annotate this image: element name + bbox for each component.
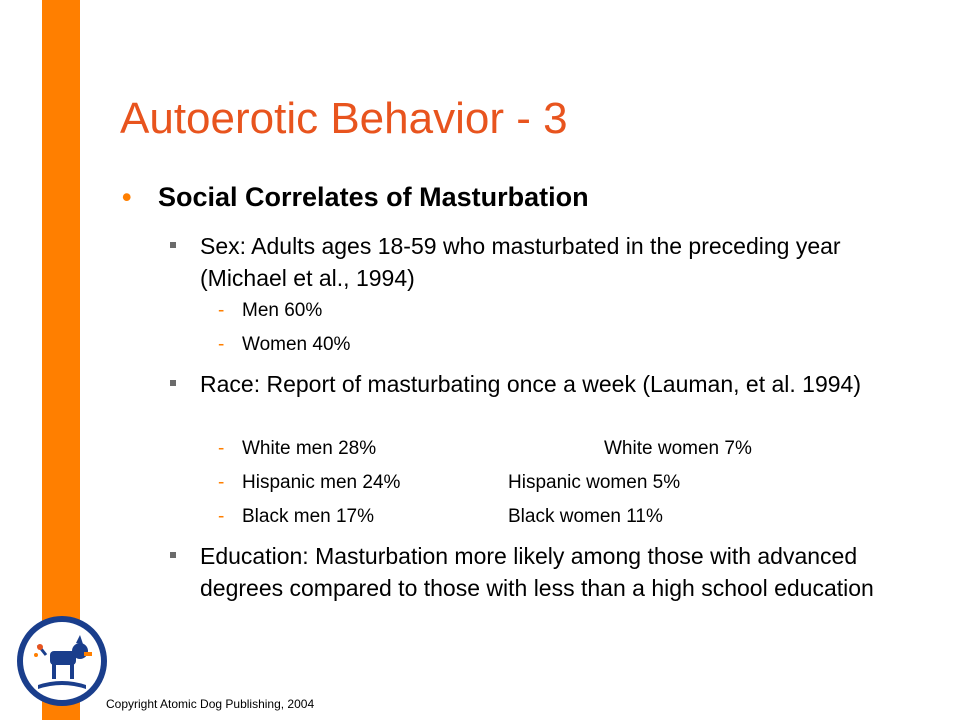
square-bullet-icon <box>170 242 176 248</box>
accent-stripe <box>42 0 80 720</box>
detail-line <box>218 334 350 356</box>
square-bullet-icon <box>170 380 176 386</box>
sub-bullet-sex <box>170 230 910 294</box>
sub-bullet-text: Education: Masturbation more likely among those with advanced degrees compared to those with less than a high school education <box>200 543 874 601</box>
square-bullet-icon <box>170 552 176 558</box>
detail-text-right: Black women 11% <box>508 506 663 527</box>
copyright-text: Copyright Atomic Dog Publishing, 2004 <box>106 697 315 711</box>
bullet-dot-icon: • <box>122 182 132 212</box>
dash-bullet-icon: - <box>218 506 225 527</box>
detail-text: Men 60% <box>242 300 323 321</box>
sub-bullet-text: Race: Report of masturbating once a week (Lauman, et al. 1994) <box>200 371 861 397</box>
detail-text-right: Hispanic women 5% <box>508 472 681 493</box>
detail-text-right: White women 7% <box>604 438 752 459</box>
main-bullet <box>122 182 589 213</box>
detail-line <box>218 300 322 322</box>
dash-bullet-icon: - <box>218 438 225 459</box>
dash-bullet-icon: - <box>218 472 225 493</box>
slide-title: Autoerotic Behavior - 3 <box>120 94 568 143</box>
sub-bullet-education <box>170 540 910 604</box>
detail-text: Women 40% <box>242 334 351 355</box>
detail-line <box>218 438 752 460</box>
detail-text: Hispanic men 24% <box>242 472 401 493</box>
sub-bullet-race <box>170 368 910 400</box>
main-bullet-text: Social Correlates of Masturbation <box>158 182 589 212</box>
dash-bullet-icon: - <box>218 334 225 355</box>
detail-line <box>218 506 663 528</box>
detail-text: Black men 17% <box>242 506 375 527</box>
atomic-dog-logo-icon <box>16 615 108 707</box>
detail-text: White men 28% <box>242 438 377 459</box>
detail-line <box>218 472 681 494</box>
dash-bullet-icon: - <box>218 300 225 321</box>
sub-bullet-text: Sex: Adults ages 18-59 who masturbated in the preceding year (Michael et al., 1994) <box>200 233 841 291</box>
